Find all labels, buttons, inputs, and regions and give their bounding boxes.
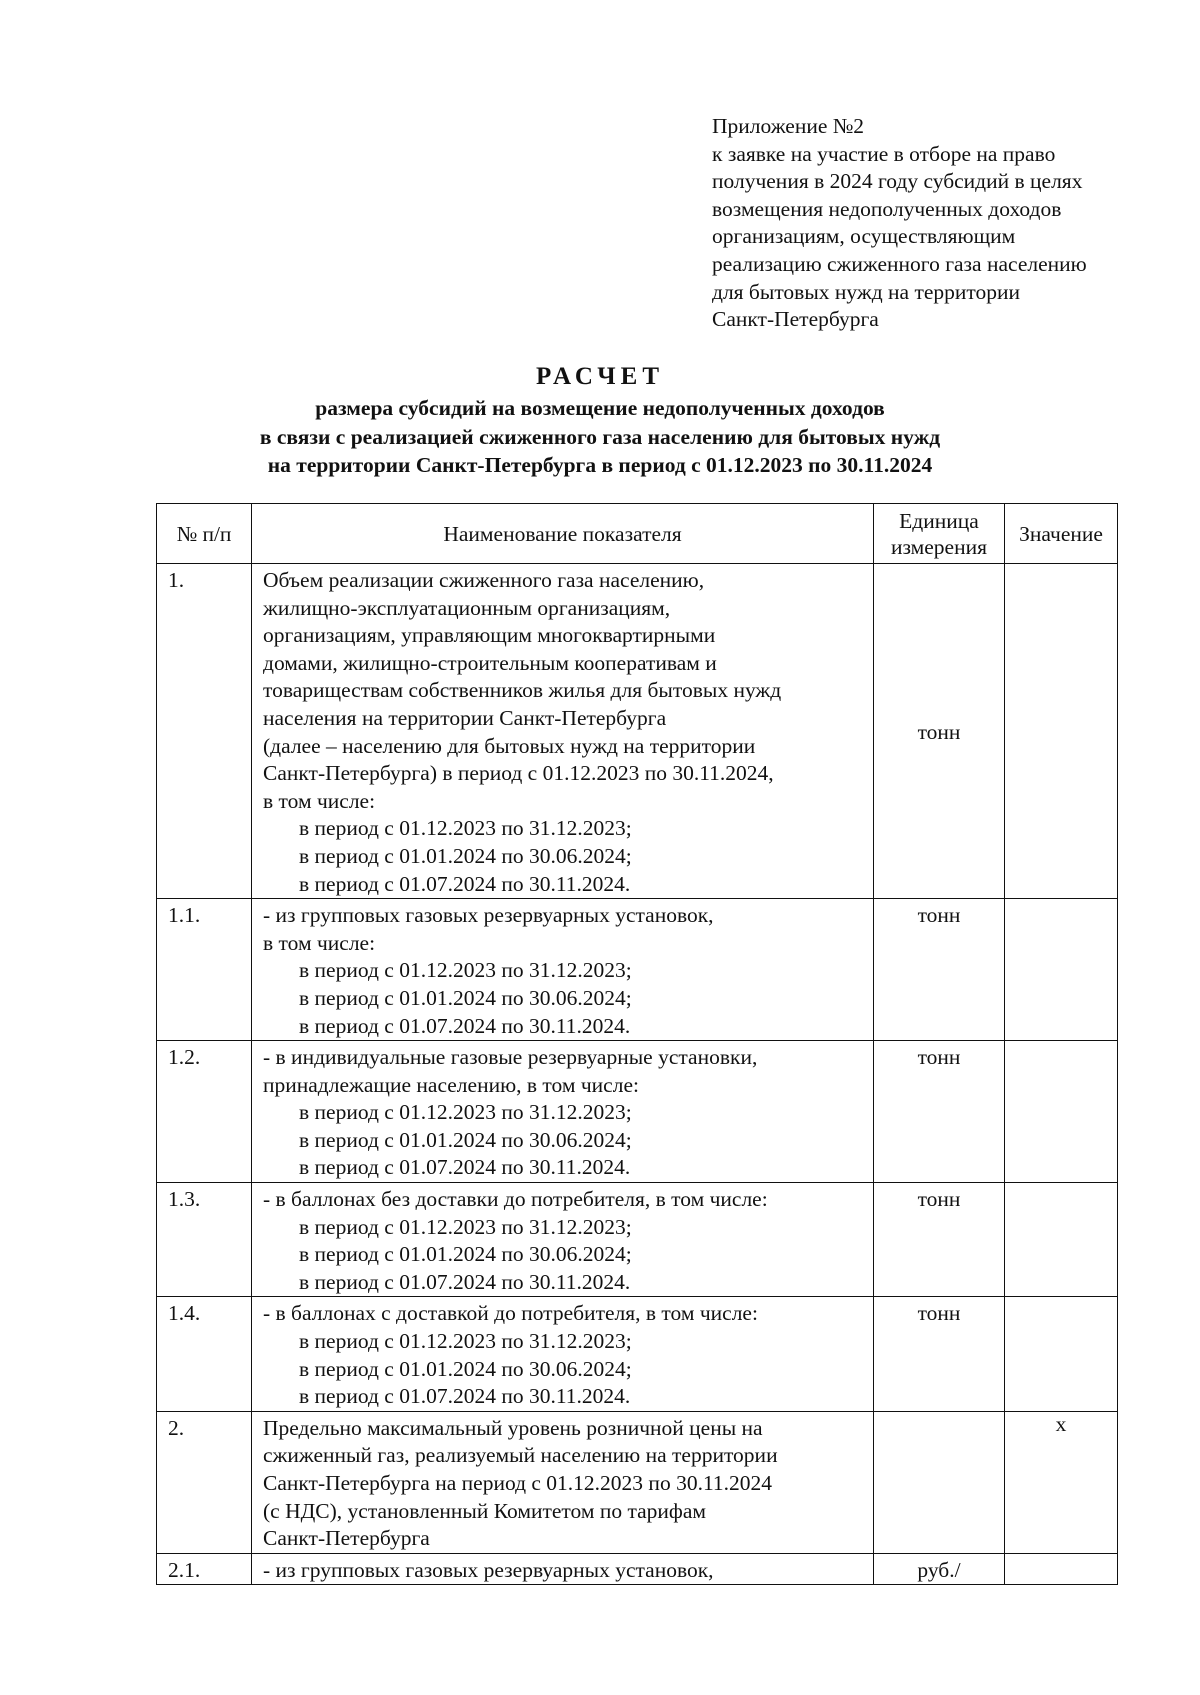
row-number: 1.3. [157,1183,252,1297]
calculation-table [156,503,1118,1585]
appendix-line: организациям, осуществляющим [712,224,1016,249]
indicator-name [252,899,874,1041]
row-number: 1.4. [157,1297,252,1411]
period-line: в период с 01.07.2024 по 30.11.2024. [299,871,631,896]
table-header-row [157,504,1118,564]
period-line: в период с 01.12.2023 по 31.12.2023; [299,1214,632,1239]
subtitle-line: на территории Санкт-Петербурга в период с 01.12.2023 по 30.11.2024 [267,453,933,477]
row-number: 2.1. [157,1553,252,1585]
indicator-line: Санкт-Петербурга) в период с 01.12.2023 по 30.11.2024, [263,761,774,786]
indicator-line: - из групповых газовых резервуарных установок, [263,903,714,928]
row-number: 2. [157,1411,252,1553]
appendix-line: для бытовых нужд на территории [712,279,1021,304]
table-row [157,899,1118,1041]
row-number: 1. [157,564,252,899]
indicator-line: в том числе: [263,788,376,813]
table-row [157,564,1118,899]
indicator-line: Предельно максимальный уровень розничной цены на [263,1415,763,1440]
indicator-line: - в баллонах без доставки до потребителя, в том числе: [263,1187,768,1212]
indicator-line: принадлежащие населению, в том числе: [263,1072,639,1097]
table-row [157,1183,1118,1297]
indicator-line: организациям, управляющим многоквартирными [263,623,716,648]
period-line: в период с 01.12.2023 по 31.12.2023; [299,816,632,841]
indicator-name [252,1041,874,1183]
period-line: в период с 01.12.2023 по 31.12.2023; [299,1100,632,1125]
value-cell [1005,564,1118,899]
period-line: в период с 01.07.2024 по 30.11.2024. [299,1269,631,1294]
period-line: в период с 01.01.2024 по 30.06.2024; [299,985,632,1010]
table-row [157,1553,1118,1585]
row-number: 1.1. [157,899,252,1041]
indicator-name [252,1297,874,1411]
indicator-line: Санкт-Петербурга на период с 01.12.2023 по 30.11.2024 [263,1471,773,1495]
indicator-line: Санкт-Петербурга [263,1526,430,1551]
table-row [157,1411,1118,1553]
period-line: в период с 01.12.2023 по 31.12.2023; [299,958,632,983]
period-line: в период с 01.07.2024 по 30.11.2024. [299,1384,631,1409]
row-number: 1.2. [157,1041,252,1183]
title-subtitle [0,394,1200,480]
indicator-line: - из групповых газовых резервуарных установок, [263,1557,714,1582]
indicator-name [252,1411,874,1553]
period-line: в период с 01.07.2024 по 30.11.2024. [299,1155,631,1180]
unit-cell: тонн [874,1041,1005,1183]
value-cell [1005,1183,1118,1297]
indicator-line: населения на территории Санкт-Петербурга [263,705,667,730]
unit-cell: тонн [874,1297,1005,1411]
appendix-line: возмещения недополученных доходов [712,196,1062,221]
unit-cell: тонн [874,899,1005,1041]
unit-cell [874,1411,1005,1553]
appendix-header [712,113,1172,334]
indicator-line: жилищно-эксплуатационным организациям, [263,595,671,620]
document-title [0,360,1200,480]
header-unit: Единица измерения [874,504,1005,564]
subtitle-line: в связи с реализацией сжиженного газа населению для бытовых нужд [259,424,941,449]
period-line: в период с 01.01.2024 по 30.06.2024; [299,1127,632,1152]
unit-cell: руб./ [874,1553,1005,1585]
value-cell [1005,1553,1118,1585]
period-line: в период с 01.07.2024 по 30.11.2024. [299,1013,631,1038]
unit-cell: тонн [874,564,1005,899]
value-cell [1005,1041,1118,1183]
indicator-line: сжиженный газ, реализуемый населению на территории [263,1443,778,1468]
indicator-line: (с НДС), установленный Комитетом по тарифам [263,1498,707,1523]
indicator-line: - в баллонах с доставкой до потребителя, в том числе: [263,1301,758,1326]
value-cell [1005,899,1118,1041]
appendix-line: Санкт-Петербурга [712,307,879,332]
indicator-line: домами, жилищно-строительным кооперативам и [263,650,717,675]
indicator-line: - в индивидуальные газовые резервуарные установки, [263,1045,758,1070]
indicator-line: в том числе: [263,930,376,955]
value-cell [1005,1297,1118,1411]
unit-cell: тонн [874,1183,1005,1297]
appendix-line: получения в 2024 году субсидий в целях [712,169,1083,194]
indicator-name [252,1553,874,1585]
period-line: в период с 01.01.2024 по 30.06.2024; [299,1356,632,1381]
subtitle-line: размера субсидий на возмещение недополученных доходов [315,396,885,420]
indicator-name [252,564,874,899]
indicator-line: Объем реализации сжиженного газа населению, [263,568,705,592]
header-num: № п/п [157,504,252,564]
appendix-line: к заявке на участие в отборе на право [712,141,1056,166]
period-line: в период с 01.01.2024 по 30.06.2024; [299,843,632,868]
table-row [157,1297,1118,1411]
header-name: Наименование показателя [252,504,874,564]
title-main: РАСЧЕТ [535,363,664,390]
appendix-line: реализацию сжиженного газа населению [712,251,1087,276]
table-row [157,1041,1118,1183]
header-value: Значение [1005,504,1118,564]
indicator-name [252,1183,874,1297]
indicator-line: товариществам собственников жилья для бытовых нужд [263,678,782,703]
value-cell: х [1005,1411,1118,1553]
appendix-line: Приложение №2 [712,114,865,138]
indicator-line: (далее – населению для бытовых нужд на территории [263,733,756,758]
period-line: в период с 01.12.2023 по 31.12.2023; [299,1329,632,1354]
period-line: в период с 01.01.2024 по 30.06.2024; [299,1242,632,1267]
